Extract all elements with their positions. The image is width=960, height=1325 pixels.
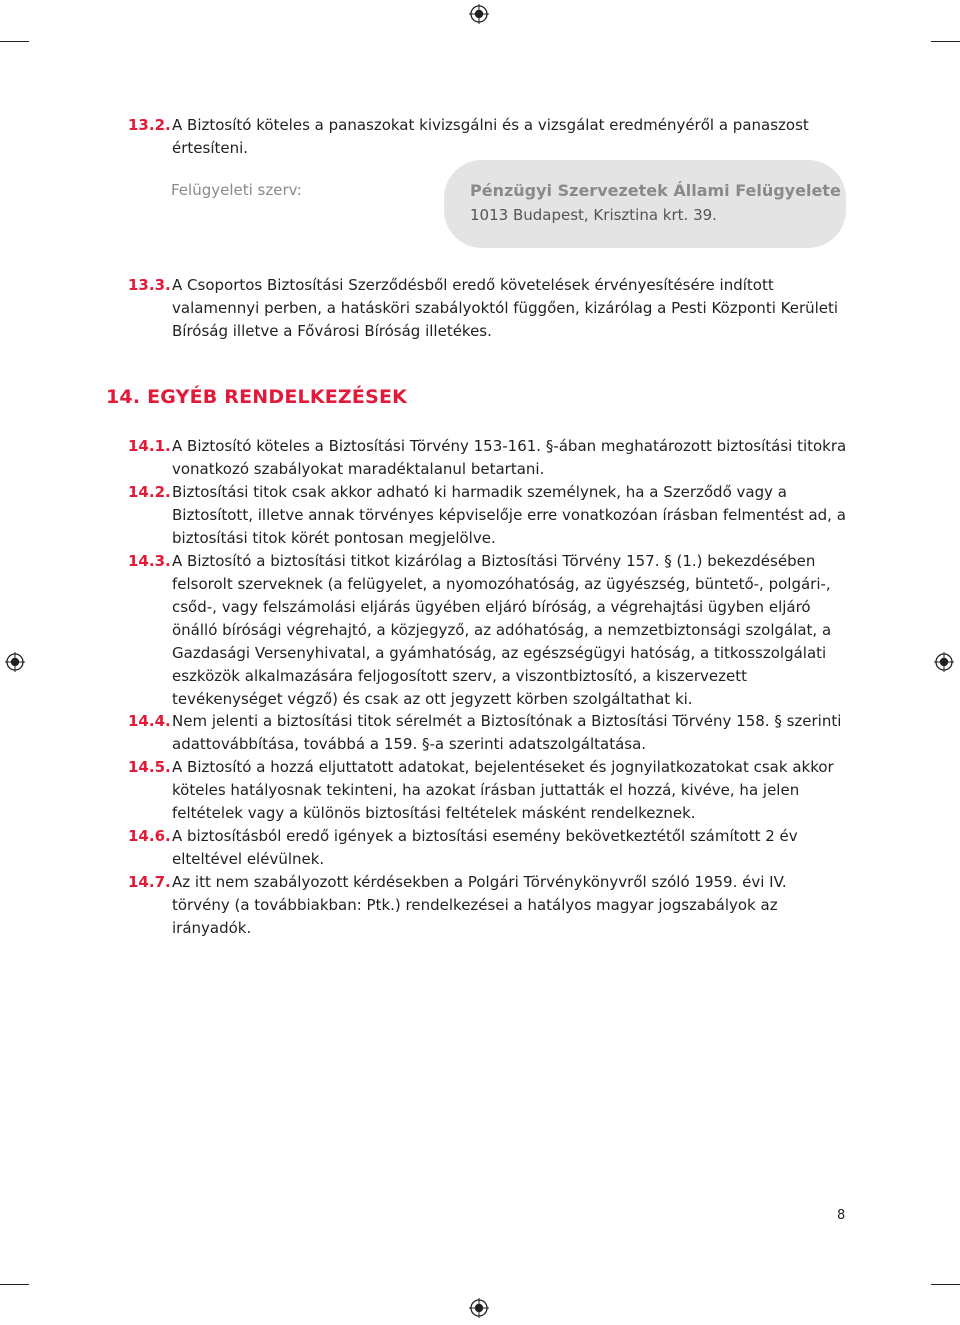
section-text: Az itt nem szabályozott kérdésekben a Polgári Törvénykönyvről szóló 1959. évi IV. törvény (a továbbiakban: Ptk.) rendelkezései a hatályos magyar jogszabályok az irányadók. bbox=[172, 873, 787, 937]
page-number: 8 bbox=[837, 1208, 846, 1223]
registration-mark-icon bbox=[469, 1298, 489, 1318]
section-text: Nem jelenti a biztosítási titok sérelmét a Biztosítónak a Biztosítási Törvény 158. § szerinti adattovábbítása, továbbá a 159. §-a szerinti adatszolgáltatása. bbox=[172, 712, 842, 753]
section-number: 14.7. bbox=[128, 873, 171, 891]
section-heading: 14. EGYÉB RENDELKEZÉSEK bbox=[106, 386, 408, 408]
section-14-3 bbox=[128, 550, 848, 711]
crop-mark bbox=[0, 1284, 29, 1285]
section-text: Biztosítási titok csak akkor adható ki harmadik személynek, ha a Szerződő vagy a Biztosított, illetve annak törvényes képviselője erre vonatkozóan írásban felmentést ad, a biztosítási titok körét pontosan megjelölve. bbox=[172, 483, 846, 547]
registration-mark-icon bbox=[5, 652, 25, 672]
supervisor-address: 1013 Budapest, Krisztina krt. 39. bbox=[470, 206, 717, 224]
crop-mark bbox=[931, 1284, 960, 1285]
section-text: A Biztosító a hozzá eljuttatott adatokat, bejelentéseket és jognyilatkozatokat csak akkor köteles hatályosnak tekinteni, ha azokat írásban juttatták el hozzá, kivéve, ha jelen feltételek vagy a különös biztosítási feltételek másként rendelkeznek. bbox=[172, 758, 834, 822]
section-14-7 bbox=[128, 871, 848, 940]
section-number: 14.2. bbox=[128, 483, 171, 501]
supervisor-name: Pénzügyi Szervezetek Állami Felügyelete bbox=[470, 181, 841, 200]
section-14-5 bbox=[128, 756, 848, 825]
crop-mark bbox=[0, 41, 29, 42]
registration-mark-icon bbox=[934, 652, 954, 672]
section-text: A Biztosító a biztosítási titkot kizárólag a Biztosítási Törvény 157. § (1.) bekezdésében felsorolt szerveknek (a felügyelet, a nyomozóhatóság, az ügyészség, büntető-, polgári-, csőd-, vagy felszámolási eljárás ügyében eljáró bíróság, a végrehajtási ügyben eljáró önálló bírósági végrehajtó, a közjegyző, az adóhatóság, a nemzetbiztonsági szolgálat, a Gazdasági Versenyhivatal, a gyámhatóság, az egészségügyi hatóság, a titkosszolgálati eszközök alkalmazására feljogosított szerv, a viszontbiztosító, a kiszervezett tevékenységet végző) és csak az ott jegyzett körben szolgáltathat ki. bbox=[172, 552, 832, 708]
section-14-2 bbox=[128, 481, 848, 550]
section-number: 13.3. bbox=[128, 276, 171, 294]
section-text: A Biztosító köteles a Biztosítási Törvény 153-161. §-ában meghatározott biztosítási titokra vonatkozó szabályokat maradéktalanul betartani. bbox=[172, 437, 847, 478]
section-text: A Biztosító köteles a panaszokat kivizsgálni és a vizsgálat eredményéről a panaszost értesíteni. bbox=[172, 116, 809, 157]
section-14-1 bbox=[128, 435, 848, 481]
section-number: 14.4. bbox=[128, 712, 171, 730]
section-13-2 bbox=[128, 114, 848, 160]
registration-mark-icon bbox=[469, 4, 489, 24]
section-number: 14.3. bbox=[128, 552, 171, 570]
section-14-4 bbox=[128, 710, 848, 756]
section-number: 14.6. bbox=[128, 827, 171, 845]
section-text: A Csoportos Biztosítási Szerződésből eredő követelések érvényesítésére indított valamennyi perben, a hatásköri szabályoktól függően, kizárólag a Pesti Központi Kerületi Bíróság illetve a Fővárosi Bíróság illetékes. bbox=[172, 276, 839, 340]
supervisor-label: Felügyeleti szerv: bbox=[171, 181, 302, 199]
section-number: 13.2. bbox=[128, 116, 171, 134]
section-13-3 bbox=[128, 274, 848, 343]
section-14-6 bbox=[128, 825, 848, 871]
section-number: 14.1. bbox=[128, 437, 171, 455]
crop-mark bbox=[931, 41, 960, 42]
section-number: 14.5. bbox=[128, 758, 171, 776]
section-text: A biztosításból eredő igények a biztosítási esemény bekövetkeztétől számított 2 év elteltével elévülnek. bbox=[172, 827, 798, 868]
supervisor-box bbox=[444, 160, 846, 248]
